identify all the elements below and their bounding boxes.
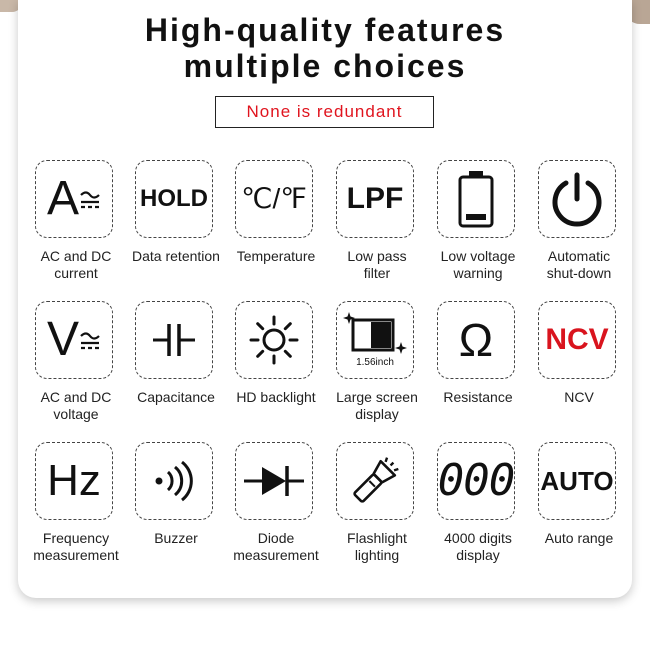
ncv-icon: NCV bbox=[538, 301, 616, 379]
hold-icon: HOLD bbox=[135, 160, 213, 238]
feature-label: Low voltage warning bbox=[440, 248, 516, 281]
capacitor-icon bbox=[135, 301, 213, 379]
buzzer-icon bbox=[135, 442, 213, 520]
feature-label: AC and DC voltage bbox=[40, 389, 112, 422]
low-battery-icon bbox=[437, 160, 515, 238]
feature-label: Low pass filter bbox=[347, 248, 407, 281]
subtitle-badge bbox=[215, 96, 434, 128]
temperature-icon: ℃/℉ bbox=[235, 160, 313, 238]
sun-icon bbox=[235, 301, 313, 379]
feature-label: AC and DC current bbox=[40, 248, 112, 281]
subtitle-text: None is redundant bbox=[246, 102, 403, 121]
page-title: High-quality features bbox=[144, 12, 506, 48]
feature-label: NCV bbox=[564, 389, 594, 405]
feature-label: HD backlight bbox=[236, 389, 316, 405]
auto-range-icon: AUTO bbox=[538, 442, 616, 520]
ac-dc-current-icon: A bbox=[35, 160, 113, 238]
power-icon bbox=[538, 160, 616, 238]
ohm-icon: Ω bbox=[437, 301, 515, 379]
ac-dc-symbol bbox=[79, 330, 101, 350]
ac-dc-voltage-icon: V bbox=[35, 301, 113, 379]
feature-label: Temperature bbox=[236, 248, 316, 264]
feature-label: Frequency measurement bbox=[33, 530, 119, 563]
feature-label: Resistance bbox=[443, 389, 513, 405]
feature-label: 4000 digits display bbox=[444, 530, 512, 563]
feature-label: Automatic shut-down bbox=[546, 248, 612, 281]
feature-label: Data retention bbox=[132, 248, 220, 264]
page-title-line2: multiple choices bbox=[183, 48, 467, 84]
diode-icon bbox=[235, 442, 313, 520]
hz-icon: Hz bbox=[35, 442, 113, 520]
ac-dc-symbol bbox=[79, 189, 101, 209]
feature-label: Auto range bbox=[544, 530, 614, 546]
digits-icon: 000 bbox=[437, 442, 515, 520]
screen-icon: 1.56inch bbox=[336, 301, 414, 379]
lpf-icon: LPF bbox=[336, 160, 414, 238]
flashlight-icon bbox=[336, 442, 414, 520]
feature-label: Buzzer bbox=[154, 530, 198, 546]
feature-label: Diode measurement bbox=[233, 530, 319, 563]
feature-label: Large screen display bbox=[336, 389, 418, 422]
feature-label: Flashlight lighting bbox=[347, 530, 407, 563]
feature-label: Capacitance bbox=[137, 389, 215, 405]
